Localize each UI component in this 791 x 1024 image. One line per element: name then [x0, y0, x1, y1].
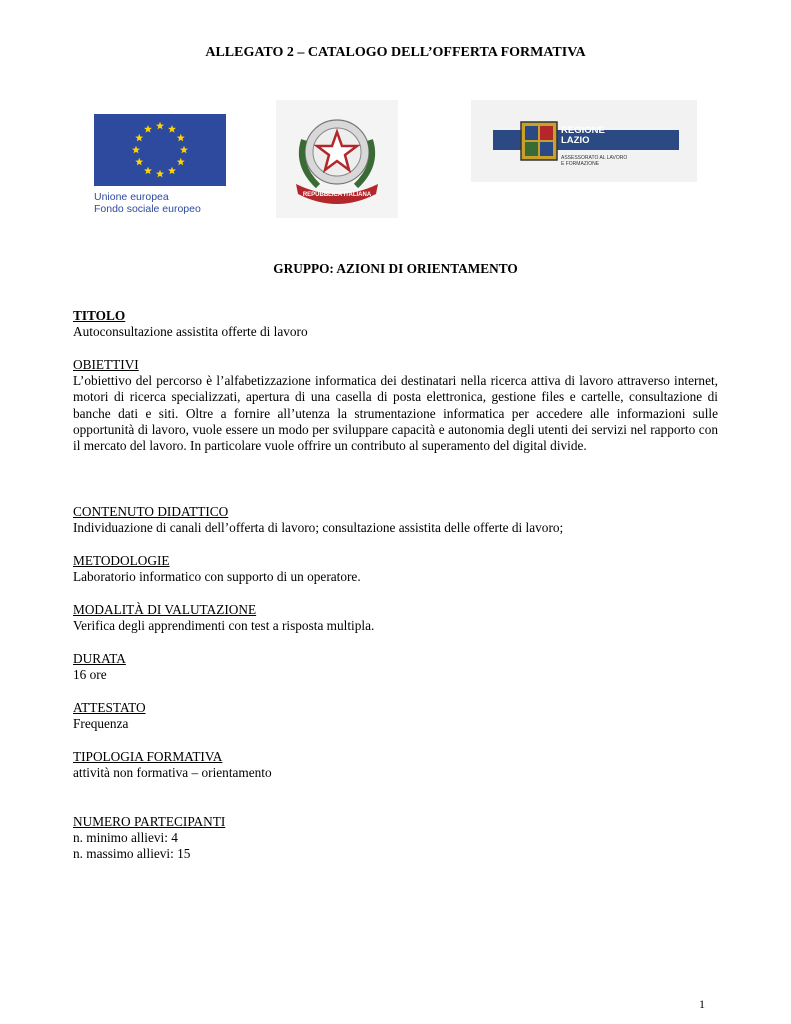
- section-heading: NUMERO PARTECIPANTI: [73, 814, 226, 829]
- section-numero-partecipanti: [73, 814, 718, 863]
- section-body: Autoconsultazione assistita offerte di lavoro: [73, 324, 308, 340]
- eu-star-icon: [177, 134, 185, 142]
- eu-star-icon: [144, 125, 152, 133]
- participants-min: n. minimo allievi: 4: [73, 830, 178, 846]
- eu-star-icon: [156, 170, 164, 178]
- section-modalita-valutazione: [73, 602, 718, 634]
- section-body: Laboratorio informatico con supporto di un operatore.: [73, 569, 361, 585]
- eu-star-icon: [156, 122, 164, 130]
- emblem-banner-text: REPUBBLICA ITALIANA: [302, 192, 372, 198]
- regione-lazio-logo: [471, 100, 697, 182]
- lazio-line2: LAZIO: [561, 135, 590, 146]
- section-metodologie: [73, 553, 718, 585]
- section-heading: MODALITÀ DI VALUTAZIONE: [73, 602, 257, 617]
- section-tipologia-formativa: [73, 749, 718, 781]
- eu-star-icon: [180, 146, 188, 154]
- section-body: Frequenza: [73, 716, 129, 732]
- eu-text-line1: Unione europea: [94, 191, 169, 203]
- eu-logo-text: [94, 191, 234, 215]
- section-body: 16 ore: [73, 667, 107, 683]
- emblem-ribbon-icon: [296, 184, 378, 204]
- eu-star-icon: [132, 146, 140, 154]
- eu-text-line2: Fondo sociale europeo: [94, 203, 201, 215]
- section-heading: OBIETTIVI: [73, 357, 139, 372]
- section-body: Verifica degli apprendimenti con test a risposta multipla.: [73, 618, 375, 634]
- section-heading: METODOLOGIE: [73, 553, 170, 568]
- section-heading: TIPOLOGIA FORMATIVA: [73, 749, 223, 764]
- section-durata: [73, 651, 718, 683]
- lazio-subtitle: [561, 155, 627, 167]
- group-title: GRUPPO: AZIONI DI ORIENTAMENTO: [273, 261, 518, 276]
- page-number: 1: [699, 997, 705, 1011]
- italian-republic-emblem: [276, 100, 398, 218]
- section-contenuto-didattico: [73, 504, 718, 536]
- section-heading: DURATA: [73, 651, 126, 666]
- section-body: L’obiettivo del percorso è l’alfabetizzazione informatica dei destinatari nella ricerca attiva di lavoro attraverso internet, motori di ricerca specializzati, apertura di una casella di posta elettronica, gestione files e cartelle, consultazione di banche dati e siti. Oltre a fornire all’utenza la strumentazione informatica per accedere alle informazioni sulle opportunità di lavoro, vuole essere un modo per sviluppare capacità e autonomia degli utenti dei servizi nel rapporto con il mercato del lavoro. In particolare vuole offrire un contributo al superamento del digital divide.: [73, 373, 718, 454]
- eu-flag-icon: [94, 114, 226, 186]
- section-titolo: [73, 308, 718, 340]
- page-title: ALLEGATO 2 – CATALOGO DELL’OFFERTA FORMATIVA: [205, 45, 586, 60]
- section-body: Individuazione di canali dell’offerta di lavoro; consultazione assistita delle offerte di lavoro;: [73, 520, 564, 536]
- eu-logo: [83, 107, 235, 219]
- eu-star-icon: [135, 134, 143, 142]
- section-body: attività non formativa – orientamento: [73, 765, 272, 781]
- lazio-title: [561, 126, 605, 146]
- section-heading: TITOLO: [73, 308, 126, 323]
- lazio-shield-icon: [519, 120, 559, 162]
- lazio-sub2: E FORMAZIONE: [561, 161, 600, 167]
- section-heading: CONTENUTO DIDATTICO: [73, 504, 229, 519]
- eu-star-icon: [144, 167, 152, 175]
- section-obiettivi: [73, 357, 718, 454]
- lazio-line1: REGIONE: [561, 125, 605, 136]
- lazio-sub1: ASSESSORATO AL LAVORO: [561, 155, 628, 161]
- eu-star-icon: [168, 125, 176, 133]
- section-attestato: [73, 700, 718, 732]
- logo-row: [0, 100, 791, 220]
- eu-star-icon: [168, 167, 176, 175]
- participants-max: n. massimo allievi: 15: [73, 846, 191, 862]
- section-heading: ATTESTATO: [73, 700, 146, 715]
- eu-star-icon: [135, 158, 143, 166]
- eu-star-icon: [177, 158, 185, 166]
